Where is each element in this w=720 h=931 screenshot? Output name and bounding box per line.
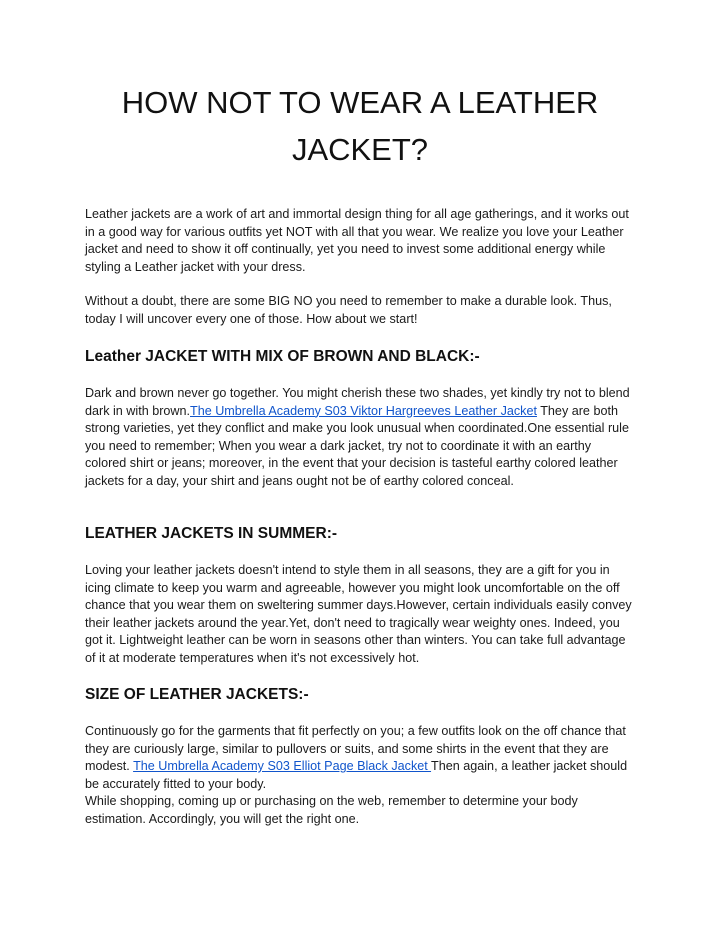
paragraph-text: Then again, a leather jacket should be accurately fitted to your body.: [85, 759, 628, 791]
paragraph-text: They are both strong varieties, yet they conflict and make you look unusual when coordinated.One essential rule you need to remember; When you wear a dark jacket, try not to coordinate it with an earthy colored shirt or jeans; moreover, in the event that your decision is tasteful earthy colored leather jackets for a day, your shirt and jeans ought not be of earthy colored conceal.: [85, 403, 629, 488]
section-paragraph-summer: Loving your leather jackets doesn't intend to style them in all seasons, they are a gift for you in icing climate to keep you warm and agreeable, however you might look uncomfortable on the off chance that you wear them on sweltering summer days.However, certain individuals easily convey their leather jackets around the year.Yet, don't need to tragically wear weighty ones. Indeed, you got it. Lightweight leather can be worn in seasons other than winters. You can take full advantage of it at moderate temperatures when it's not excessively hot.: [85, 563, 632, 665]
section-paragraph-size: [85, 723, 635, 828]
section-heading-size: SIZE OF LEATHER JACKETS:-: [85, 686, 309, 703]
intro-paragraph-2: Without a doubt, there are some BIG NO you need to remember to make a durable look. Thus, today I will uncover every one of those. How about we start!: [85, 294, 612, 326]
paragraph-text: While shopping, coming up or purchasing on the web, remember to determine your body estimation. Accordingly, you will get the right one.: [85, 794, 578, 826]
paragraph-text: Continuously go for the garments that fit perfectly on you; a few outfits look on the off chance that they are curiously large, similar to pullovers or suits, and some shirts in the event that they are modest.: [85, 724, 626, 773]
paragraph-text: Dark and brown never go together. You might cherish these two shades, yet kindly try not to blend dark in with brown.: [85, 386, 630, 418]
section-heading-brown-black: Leather JACKET WITH MIX OF BROWN AND BLACK:-: [85, 348, 480, 365]
viktor-hargreeves-jacket-link[interactable]: The Umbrella Academy S03 Viktor Hargreeves Leather Jacket: [190, 403, 537, 418]
intro-paragraph: Leather jackets are a work of art and immortal design thing for all age gatherings, and it works out in a good way for various outfits yet NOT with all that you wear. We realize you love your Leather jacket and need to show it off continually, yet you need to invest some additional energy while styling a Leather jacket with your dress.: [85, 207, 629, 274]
elliot-page-jacket-link[interactable]: The Umbrella Academy S03 Elliot Page Black Jacket: [133, 759, 432, 773]
page-title: HOW NOT TO WEAR A LEATHER JACKET?: [121, 85, 599, 167]
section-heading-summer: LEATHER JACKETS IN SUMMER:-: [85, 525, 338, 542]
section-paragraph-brown-black: [85, 385, 635, 490]
